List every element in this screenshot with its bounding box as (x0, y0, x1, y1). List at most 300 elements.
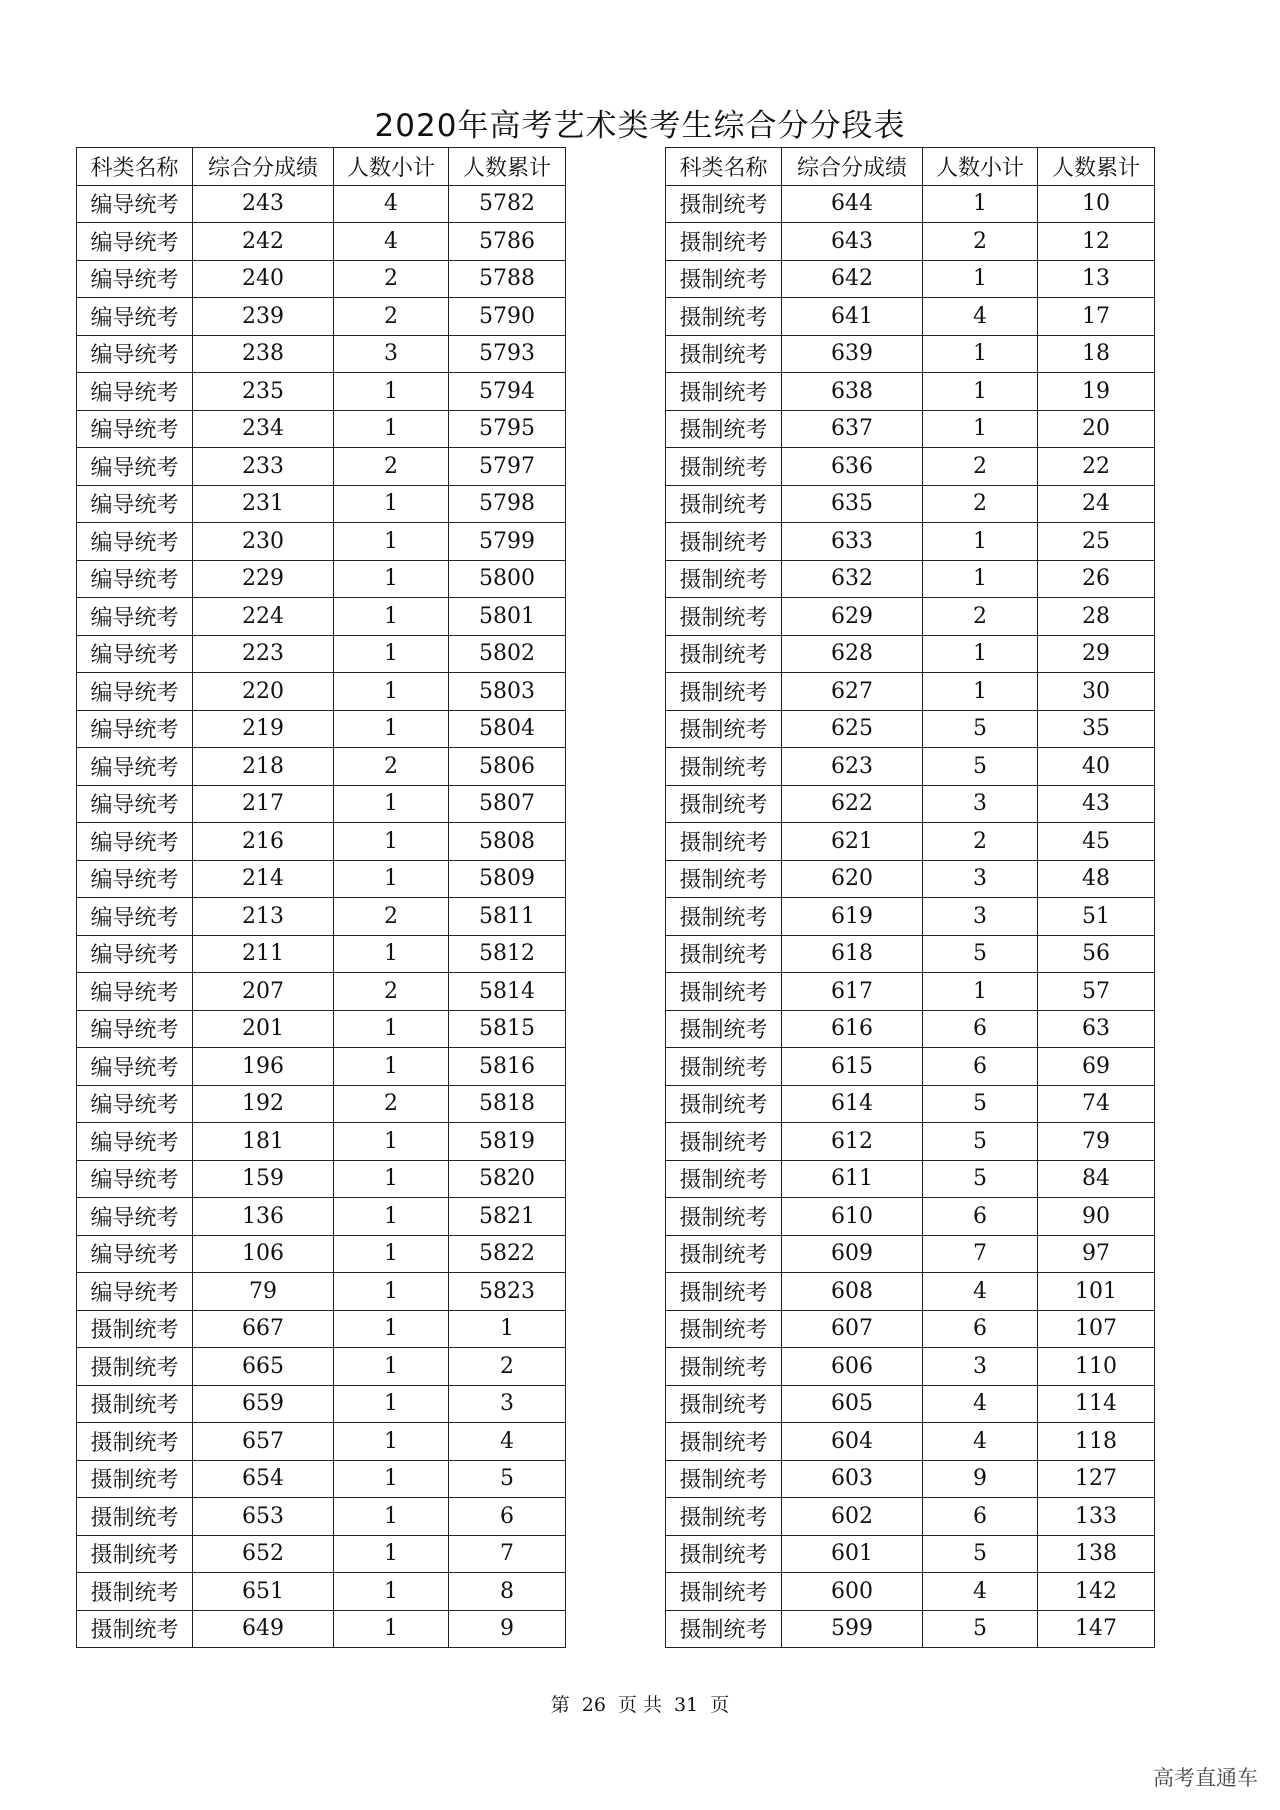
cell-score: 615 (782, 1048, 923, 1086)
cell-score: 635 (782, 485, 923, 523)
cell-cumulative: 5808 (449, 823, 566, 861)
table-row (666, 898, 1155, 936)
cell-score: 652 (193, 1535, 334, 1573)
cell-category: 摄制统考 (666, 1085, 782, 1123)
cell-cumulative: 5811 (449, 898, 566, 936)
cell-score: 637 (782, 410, 923, 448)
cell-category: 编导统考 (77, 410, 193, 448)
table-row (666, 1085, 1155, 1123)
cell-count: 1 (334, 935, 449, 973)
cell-category: 编导统考 (77, 485, 193, 523)
watermark-brand: 高考直通车 (1153, 1766, 1258, 1790)
cell-count: 1 (334, 1235, 449, 1273)
cell-cumulative: 5801 (449, 598, 566, 636)
cell-category: 摄制统考 (666, 973, 782, 1011)
cell-score: 651 (193, 1573, 334, 1611)
footer-total-pages: 31 (674, 1694, 699, 1716)
cell-count: 5 (923, 1123, 1038, 1161)
table-row (666, 1498, 1155, 1536)
cell-score: 649 (193, 1610, 334, 1648)
table-row (77, 223, 566, 261)
cell-count: 2 (334, 973, 449, 1011)
cell-count: 1 (334, 1010, 449, 1048)
column-header: 科类名称 (77, 148, 193, 186)
cell-category: 摄制统考 (77, 1310, 193, 1348)
cell-score: 608 (782, 1273, 923, 1311)
cell-score: 644 (782, 185, 923, 223)
table-row (77, 1273, 566, 1311)
table-row (666, 373, 1155, 411)
table-row (77, 560, 566, 598)
cell-score: 211 (193, 935, 334, 973)
cell-cumulative: 7 (449, 1535, 566, 1573)
cell-score: 654 (193, 1460, 334, 1498)
cell-count: 7 (923, 1235, 1038, 1273)
cell-count: 1 (923, 373, 1038, 411)
cell-category: 摄制统考 (77, 1610, 193, 1648)
cell-score: 639 (782, 335, 923, 373)
cell-count: 1 (334, 1310, 449, 1348)
cell-cumulative: 114 (1038, 1385, 1155, 1423)
cell-score: 602 (782, 1498, 923, 1536)
cell-category: 摄制统考 (77, 1535, 193, 1573)
table-row (666, 298, 1155, 336)
cell-score: 196 (193, 1048, 334, 1086)
cell-count: 1 (923, 560, 1038, 598)
cell-cumulative: 5786 (449, 223, 566, 261)
cell-cumulative: 22 (1038, 448, 1155, 486)
cell-count: 2 (923, 823, 1038, 861)
table-row (77, 673, 566, 711)
cell-count: 4 (923, 1273, 1038, 1311)
cell-score: 616 (782, 1010, 923, 1048)
cell-cumulative: 6 (449, 1498, 566, 1536)
table-row (666, 335, 1155, 373)
cell-category: 编导统考 (77, 560, 193, 598)
cell-cumulative: 5795 (449, 410, 566, 448)
cell-count: 3 (923, 860, 1038, 898)
cell-cumulative: 5823 (449, 1273, 566, 1311)
cell-cumulative: 5793 (449, 335, 566, 373)
cell-category: 摄制统考 (666, 1573, 782, 1611)
table-row (77, 748, 566, 786)
table-row (77, 1310, 566, 1348)
cell-cumulative: 4 (449, 1423, 566, 1461)
cell-count: 1 (923, 335, 1038, 373)
cell-count: 2 (334, 260, 449, 298)
cell-count: 1 (923, 410, 1038, 448)
cell-cumulative: 26 (1038, 560, 1155, 598)
cell-cumulative: 118 (1038, 1423, 1155, 1461)
cell-cumulative: 5815 (449, 1010, 566, 1048)
cell-cumulative: 5782 (449, 185, 566, 223)
table-row (77, 1535, 566, 1573)
cell-cumulative: 84 (1038, 1160, 1155, 1198)
cell-category: 摄制统考 (666, 1385, 782, 1423)
cell-cumulative: 5797 (449, 448, 566, 486)
table-row (77, 523, 566, 561)
page-footer (0, 1690, 1280, 1717)
cell-category: 编导统考 (77, 748, 193, 786)
cell-count: 5 (923, 935, 1038, 973)
table-row (666, 1010, 1155, 1048)
cell-cumulative: 127 (1038, 1460, 1155, 1498)
table-row (77, 898, 566, 936)
cell-count: 1 (334, 1160, 449, 1198)
cell-category: 编导统考 (77, 635, 193, 673)
cell-category: 摄制统考 (666, 1160, 782, 1198)
cell-score: 220 (193, 673, 334, 711)
cell-category: 摄制统考 (666, 860, 782, 898)
cell-cumulative: 45 (1038, 823, 1155, 861)
cell-score: 625 (782, 710, 923, 748)
cell-count: 2 (923, 223, 1038, 261)
table-row (666, 1460, 1155, 1498)
cell-cumulative: 5788 (449, 260, 566, 298)
cell-score: 617 (782, 973, 923, 1011)
cell-category: 编导统考 (77, 710, 193, 748)
cell-count: 2 (334, 298, 449, 336)
cell-cumulative: 5794 (449, 373, 566, 411)
table-row (666, 1160, 1155, 1198)
table-row (666, 1610, 1155, 1648)
cell-count: 4 (923, 1385, 1038, 1423)
cell-score: 604 (782, 1423, 923, 1461)
cell-count: 5 (923, 748, 1038, 786)
cell-category: 编导统考 (77, 1273, 193, 1311)
cell-score: 243 (193, 185, 334, 223)
cell-score: 636 (782, 448, 923, 486)
cell-category: 摄制统考 (666, 1498, 782, 1536)
cell-count: 6 (923, 1198, 1038, 1236)
table-row (77, 335, 566, 373)
cell-cumulative: 24 (1038, 485, 1155, 523)
table-row (77, 1160, 566, 1198)
cell-category: 编导统考 (77, 823, 193, 861)
table-row (77, 1498, 566, 1536)
cell-category: 编导统考 (77, 1010, 193, 1048)
cell-cumulative: 5790 (449, 298, 566, 336)
cell-score: 79 (193, 1273, 334, 1311)
cell-category: 摄制统考 (666, 373, 782, 411)
table-row (666, 1198, 1155, 1236)
cell-cumulative: 28 (1038, 598, 1155, 636)
cell-category: 编导统考 (77, 373, 193, 411)
cell-score: 238 (193, 335, 334, 373)
column-header: 人数小计 (923, 148, 1038, 186)
cell-category: 编导统考 (77, 523, 193, 561)
cell-category: 摄制统考 (666, 1048, 782, 1086)
cell-category: 摄制统考 (666, 185, 782, 223)
cell-category: 摄制统考 (666, 673, 782, 711)
cell-cumulative: 5 (449, 1460, 566, 1498)
cell-score: 627 (782, 673, 923, 711)
score-table-right (665, 147, 1155, 1648)
cell-count: 1 (334, 635, 449, 673)
table-row (77, 598, 566, 636)
cell-score: 605 (782, 1385, 923, 1423)
table-row (77, 1048, 566, 1086)
cell-score: 629 (782, 598, 923, 636)
cell-category: 摄制统考 (77, 1460, 193, 1498)
table-row (666, 560, 1155, 598)
cell-cumulative: 2 (449, 1348, 566, 1386)
cell-score: 607 (782, 1310, 923, 1348)
cell-cumulative: 13 (1038, 260, 1155, 298)
cell-count: 4 (334, 223, 449, 261)
cell-cumulative: 147 (1038, 1610, 1155, 1648)
cell-count: 1 (923, 673, 1038, 711)
cell-count: 1 (334, 785, 449, 823)
cell-score: 659 (193, 1385, 334, 1423)
cell-cumulative: 25 (1038, 523, 1155, 561)
cell-count: 6 (923, 1010, 1038, 1048)
cell-count: 1 (923, 260, 1038, 298)
cell-category: 摄制统考 (666, 335, 782, 373)
cell-category: 摄制统考 (77, 1385, 193, 1423)
cell-count: 3 (923, 785, 1038, 823)
cell-score: 643 (782, 223, 923, 261)
cell-cumulative: 5814 (449, 973, 566, 1011)
table-row (77, 1123, 566, 1161)
cell-count: 1 (334, 1123, 449, 1161)
cell-category: 编导统考 (77, 1048, 193, 1086)
cell-score: 159 (193, 1160, 334, 1198)
cell-category: 摄制统考 (666, 823, 782, 861)
table-row (666, 1573, 1155, 1611)
cell-score: 192 (193, 1085, 334, 1123)
table-row (666, 260, 1155, 298)
cell-category: 摄制统考 (77, 1423, 193, 1461)
table-row (77, 1610, 566, 1648)
cell-count: 1 (334, 560, 449, 598)
cell-category: 编导统考 (77, 1235, 193, 1273)
cell-cumulative: 8 (449, 1573, 566, 1611)
cell-score: 618 (782, 935, 923, 973)
cell-category: 摄制统考 (666, 935, 782, 973)
cell-count: 4 (923, 1423, 1038, 1461)
table-header-row (77, 148, 566, 186)
cell-score: 665 (193, 1348, 334, 1386)
table-row (666, 823, 1155, 861)
footer-mid: 页 共 (617, 1694, 663, 1716)
cell-count: 2 (334, 448, 449, 486)
cell-cumulative: 5820 (449, 1160, 566, 1198)
cell-category: 摄制统考 (666, 223, 782, 261)
table-row (77, 260, 566, 298)
cell-score: 219 (193, 710, 334, 748)
cell-score: 224 (193, 598, 334, 636)
cell-category: 摄制统考 (666, 598, 782, 636)
cell-cumulative: 29 (1038, 635, 1155, 673)
cell-count: 5 (923, 1160, 1038, 1198)
cell-score: 239 (193, 298, 334, 336)
cell-cumulative: 69 (1038, 1048, 1155, 1086)
cell-count: 3 (923, 898, 1038, 936)
cell-category: 摄制统考 (666, 560, 782, 598)
cell-cumulative: 10 (1038, 185, 1155, 223)
table-row (77, 1348, 566, 1386)
cell-count: 1 (334, 860, 449, 898)
cell-score: 231 (193, 485, 334, 523)
table-row (77, 410, 566, 448)
cell-category: 编导统考 (77, 298, 193, 336)
cell-count: 1 (334, 1048, 449, 1086)
cell-category: 编导统考 (77, 1123, 193, 1161)
cell-count: 4 (923, 298, 1038, 336)
cell-cumulative: 1 (449, 1310, 566, 1348)
cell-score: 136 (193, 1198, 334, 1236)
cell-count: 5 (923, 1535, 1038, 1573)
table-row (77, 823, 566, 861)
cell-cumulative: 5802 (449, 635, 566, 673)
cell-category: 编导统考 (77, 223, 193, 261)
cell-cumulative: 5812 (449, 935, 566, 973)
cell-score: 181 (193, 1123, 334, 1161)
table-row (666, 860, 1155, 898)
cell-count: 1 (334, 1535, 449, 1573)
cell-category: 摄制统考 (666, 1348, 782, 1386)
table-row (666, 485, 1155, 523)
cell-category: 摄制统考 (666, 485, 782, 523)
cell-count: 1 (334, 1423, 449, 1461)
cell-score: 240 (193, 260, 334, 298)
cell-cumulative: 43 (1038, 785, 1155, 823)
cell-score: 620 (782, 860, 923, 898)
table-row (666, 223, 1155, 261)
table-row (77, 1235, 566, 1273)
cell-cumulative: 35 (1038, 710, 1155, 748)
cell-count: 5 (923, 710, 1038, 748)
cell-count: 6 (923, 1048, 1038, 1086)
cell-cumulative: 101 (1038, 1273, 1155, 1311)
cell-count: 1 (334, 1498, 449, 1536)
cell-cumulative: 5799 (449, 523, 566, 561)
table-row (77, 1085, 566, 1123)
cell-cumulative: 5798 (449, 485, 566, 523)
cell-score: 218 (193, 748, 334, 786)
cell-score: 201 (193, 1010, 334, 1048)
table-row (77, 973, 566, 1011)
cell-score: 207 (193, 973, 334, 1011)
table-row (666, 635, 1155, 673)
table-row (666, 1048, 1155, 1086)
table-row (77, 1010, 566, 1048)
cell-category: 摄制统考 (666, 448, 782, 486)
footer-suffix: 页 (710, 1694, 730, 1716)
cell-category: 编导统考 (77, 673, 193, 711)
cell-category: 摄制统考 (666, 1123, 782, 1161)
page-title: 2020年高考艺术类考生综合分分段表 (374, 108, 906, 144)
cell-cumulative: 110 (1038, 1348, 1155, 1386)
table-row (666, 1423, 1155, 1461)
table-row (666, 1273, 1155, 1311)
table-row (666, 1235, 1155, 1273)
cell-count: 4 (923, 1573, 1038, 1611)
table-row (77, 635, 566, 673)
cell-category: 摄制统考 (666, 260, 782, 298)
cell-count: 2 (923, 598, 1038, 636)
cell-cumulative: 63 (1038, 1010, 1155, 1048)
cell-score: 223 (193, 635, 334, 673)
column-header: 科类名称 (666, 148, 782, 186)
cell-cumulative: 5807 (449, 785, 566, 823)
table-row (666, 935, 1155, 973)
cell-count: 1 (334, 1610, 449, 1648)
cell-category: 编导统考 (77, 1085, 193, 1123)
cell-category: 编导统考 (77, 1160, 193, 1198)
cell-category: 编导统考 (77, 973, 193, 1011)
cell-score: 235 (193, 373, 334, 411)
cell-count: 1 (334, 1460, 449, 1498)
cell-score: 614 (782, 1085, 923, 1123)
cell-cumulative: 5809 (449, 860, 566, 898)
cell-score: 611 (782, 1160, 923, 1198)
table-header-row (666, 148, 1155, 186)
table-row (666, 448, 1155, 486)
cell-count: 1 (334, 598, 449, 636)
cell-score: 609 (782, 1235, 923, 1273)
cell-count: 5 (923, 1610, 1038, 1648)
cell-category: 摄制统考 (666, 1235, 782, 1273)
cell-cumulative: 48 (1038, 860, 1155, 898)
cell-score: 106 (193, 1235, 334, 1273)
cell-count: 2 (334, 1085, 449, 1123)
cell-cumulative: 17 (1038, 298, 1155, 336)
table-row (666, 410, 1155, 448)
cell-cumulative: 19 (1038, 373, 1155, 411)
table-row (666, 973, 1155, 1011)
table-row (666, 1385, 1155, 1423)
table-row (666, 1310, 1155, 1348)
cell-score: 233 (193, 448, 334, 486)
table-row (666, 598, 1155, 636)
cell-category: 编导统考 (77, 335, 193, 373)
cell-score: 641 (782, 298, 923, 336)
table-row (77, 860, 566, 898)
cell-count: 5 (923, 1085, 1038, 1123)
cell-cumulative: 5800 (449, 560, 566, 598)
cell-category: 摄制统考 (666, 523, 782, 561)
table-row (666, 185, 1155, 223)
cell-category: 编导统考 (77, 598, 193, 636)
cell-category: 摄制统考 (666, 1310, 782, 1348)
cell-cumulative: 3 (449, 1385, 566, 1423)
cell-category: 编导统考 (77, 785, 193, 823)
cell-count: 1 (334, 410, 449, 448)
cell-count: 1 (334, 1385, 449, 1423)
cell-cumulative: 57 (1038, 973, 1155, 1011)
cell-cumulative: 74 (1038, 1085, 1155, 1123)
cell-count: 9 (923, 1460, 1038, 1498)
cell-score: 213 (193, 898, 334, 936)
cell-score: 619 (782, 898, 923, 936)
cell-category: 摄制统考 (77, 1348, 193, 1386)
cell-category: 摄制统考 (666, 710, 782, 748)
cell-category: 摄制统考 (666, 1460, 782, 1498)
table-row (666, 785, 1155, 823)
table-row (666, 673, 1155, 711)
cell-score: 606 (782, 1348, 923, 1386)
cell-count: 1 (923, 973, 1038, 1011)
table-row (77, 1385, 566, 1423)
table-row (77, 785, 566, 823)
table-row (666, 1348, 1155, 1386)
table-row (77, 185, 566, 223)
cell-score: 623 (782, 748, 923, 786)
table-row (666, 710, 1155, 748)
score-table-left (76, 147, 566, 1648)
